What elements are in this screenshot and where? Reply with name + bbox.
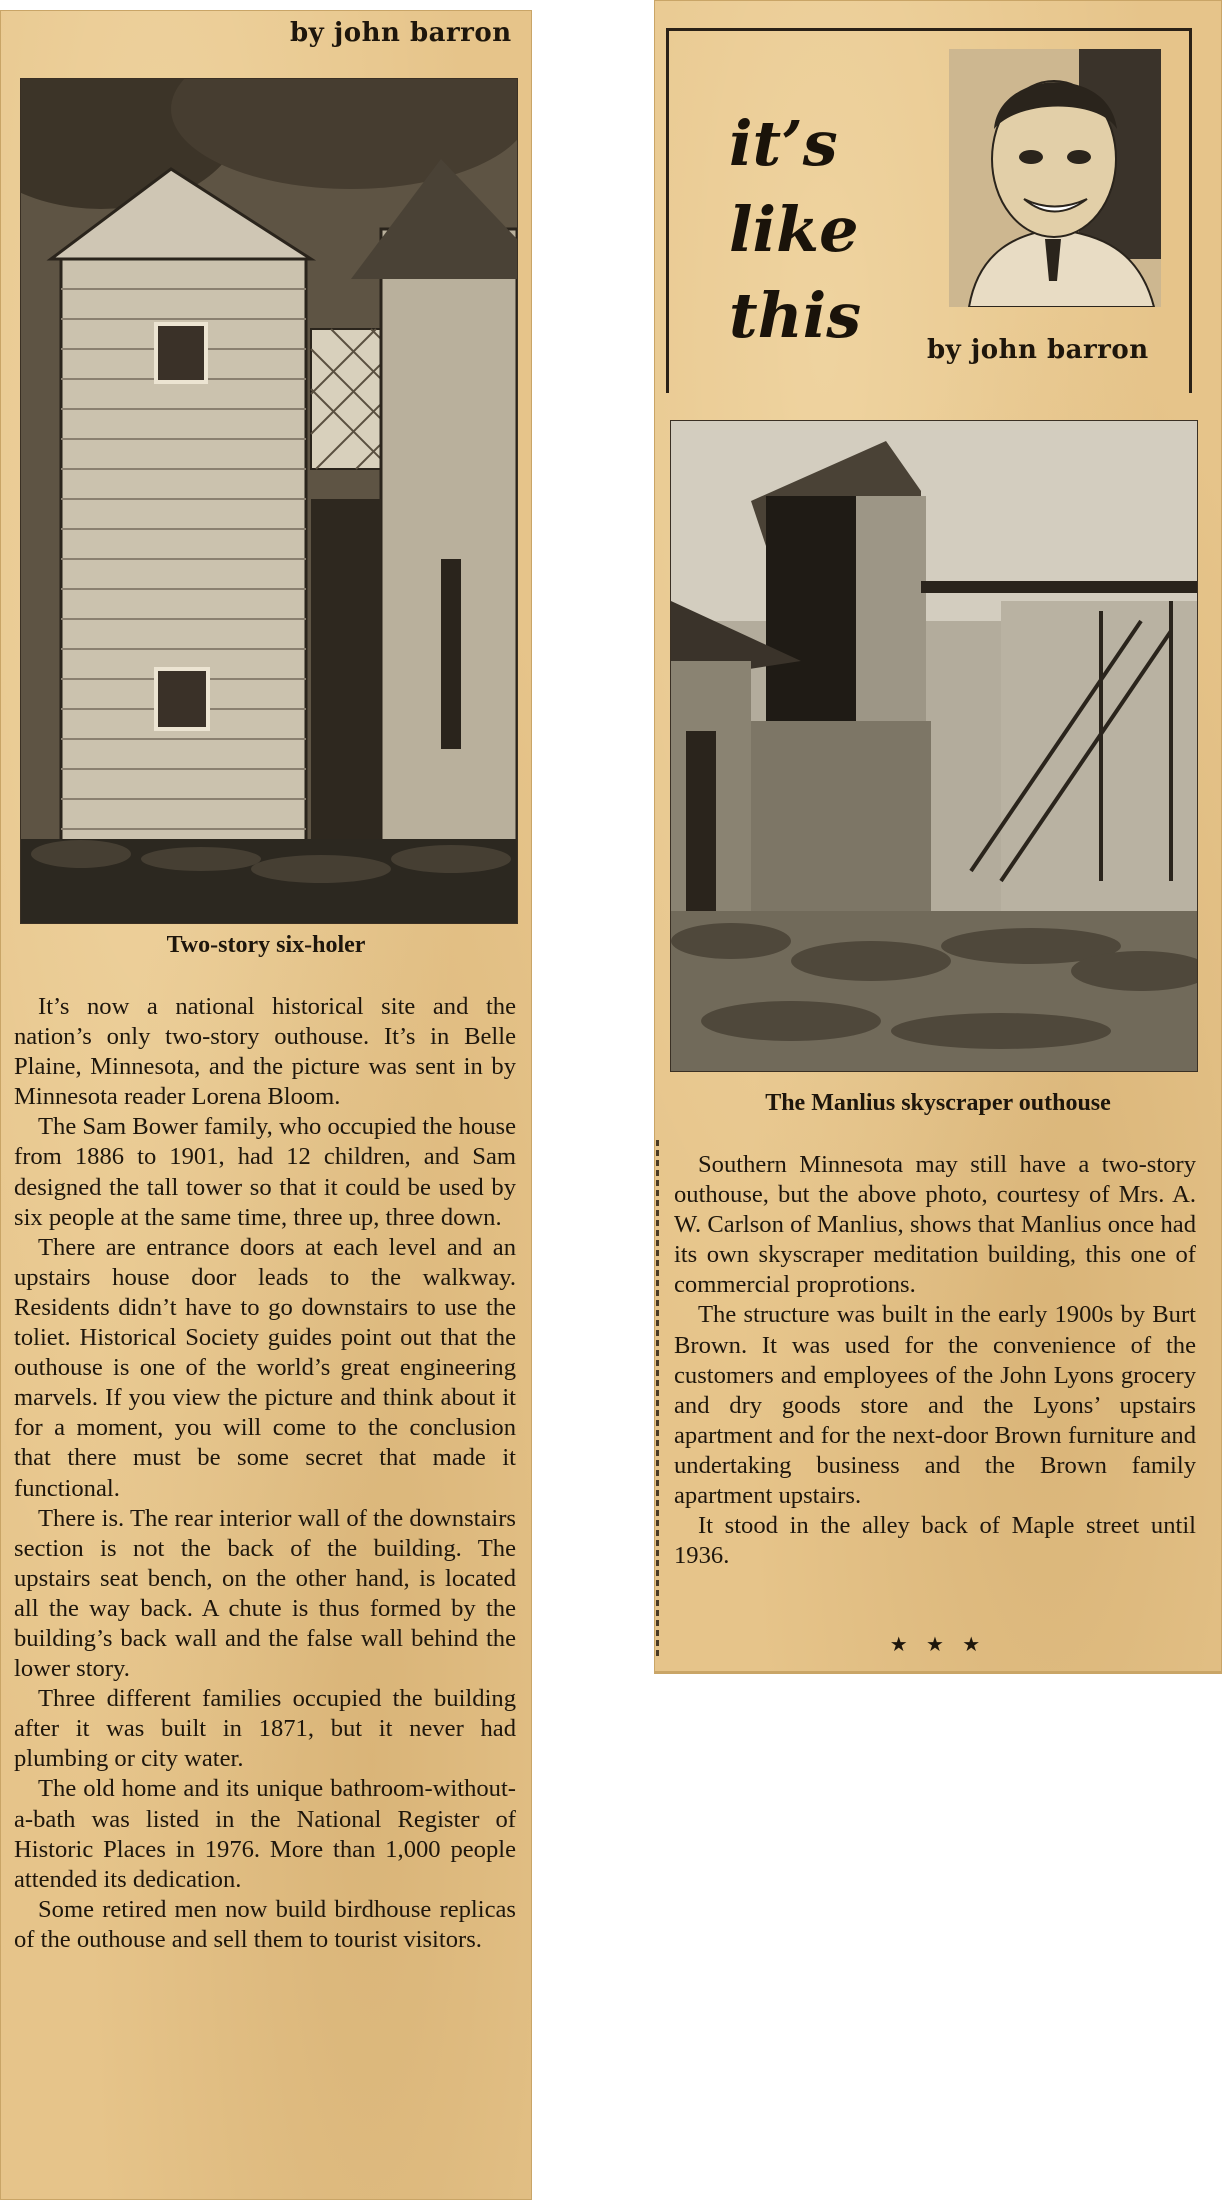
author-portrait-illustration [949,49,1161,307]
left-photo-caption: Two-story six-holer [166,932,366,958]
right-photo-caption: The Manlius skyscraper outhouse [765,1090,1111,1116]
right-article-body [674,1150,1196,1571]
author-portrait [949,49,1161,307]
outhouse-photo-illustration [21,79,517,923]
right-byline: by john barron [927,335,1149,365]
left-paragraph: There is. The rear interior wall of the downstairs section is not the back of the building. The upstairs seat bench, on the other hand, is located all the way back. A chute is thus formed by the building’s back wall and the false wall behind the lower story. [14,1504,516,1683]
right-clipping [654,0,1222,1674]
left-clipping [0,10,532,2200]
left-paragraph: The Sam Bower family, who occupied the house from 1886 to 1901, had 12 children, and Sam designed the tall tower so that it could be used by six people at the same time, three up, three down. [14,1113,516,1231]
left-byline: by john barron [290,18,512,48]
left-paragraph: It’s now a national historical site and the nation’s only two-story outhouse. It’s in Belle Plaine, Minnesota, and the picture was sent in by Minnesota reader Lorena Bloom. [14,993,516,1111]
column-margin-rule [656,1140,659,1660]
right-paragraph: The structure was built in the early 1900s by Burt Brown. It was used for the convenience of the customers and employees of the John Lyons grocery and dry goods store and the Lyons’ upstairs apartment and for the next-door Brown furniture and undertaking business and the Brown family apartment upstairs. [674,1301,1196,1510]
kicker-line: like [729,193,859,266]
left-paragraph: The old home and its unique bathroom-without-a-bath was listed in the National Register of Historic Places in 1976. More than 1,000 people attended its dedication. [14,1775,516,1893]
left-paragraph: Some retired men now build birdhouse replicas of the outhouse and sell them to tourist visitors. [14,1895,516,1953]
right-paragraph: Southern Minnesota may still have a two-story outhouse, but the above photo, courtesy of Mrs. A. W. Carlson of Manlius, shows that Manlius once had its own skyscraper meditation building, this one of commercial proprotions. [674,1151,1196,1299]
left-paragraph: Three different families occupied the building after it was built in 1871, but it never had plumbing or city water. [14,1685,516,1773]
manlius-photo-illustration [671,421,1197,1071]
left-paragraph: There are entrance doors at each level and an upstairs house door leads to the walkway. Residents didn’t have to go downstairs to use the toliet. Historical Society guides point out that the outhouse is one of the world’s great engineering marvels. If you view the picture and think about it for a moment, you will come to the conclusion that there must be some secret that made it functional. [14,1233,516,1502]
end-mark: ★ ★ ★ [889,1632,987,1656]
right-paragraph: It stood in the alley back of Maple street until 1936. [674,1512,1196,1570]
column-kicker [729,101,861,359]
kicker-line: it’s [729,107,838,180]
two-story-outhouse-photo [20,78,518,924]
manlius-outhouse-photo [670,420,1198,1072]
column-header-box [666,28,1192,393]
kicker-line: this [729,279,862,352]
left-article-body [14,992,516,1955]
